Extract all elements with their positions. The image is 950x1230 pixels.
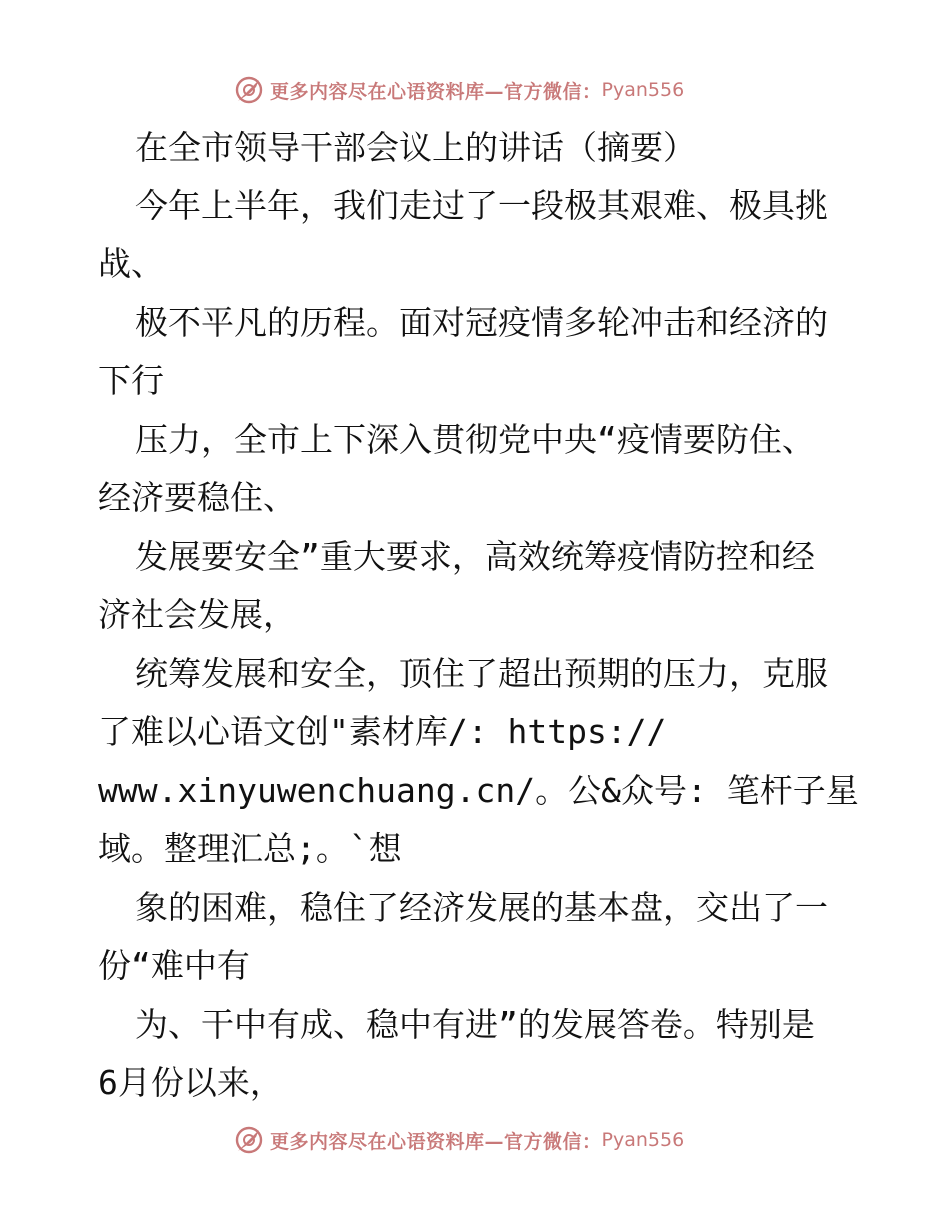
paragraph-line: 象的困难，稳住了经济发展的基本盘，交出了一 [135, 888, 828, 927]
paragraph-line: 为、干中有成、稳中有进”的发展答卷。特别是 [135, 1005, 815, 1044]
paragraph-line: 战、 [98, 244, 164, 283]
header-banner-text: 更多内容尽在心语资料库—官方微信： [270, 80, 602, 103]
paragraph-line: 发展要安全”重大要求，高效统筹疫情防控和经 [135, 537, 815, 576]
paragraph-line: 统筹发展和安全，顶住了超出预期的压力，克服 [135, 654, 828, 693]
paragraph-line: 下行 [98, 361, 164, 400]
pen-circle-logo-icon [234, 1125, 264, 1155]
paragraph-line: 今年上半年，我们走过了一段极其艰难、极具挑 [135, 186, 828, 225]
paragraph-line: 6月份以来， [98, 1063, 283, 1102]
document-title: 在全市领导干部会议上的讲话（摘要） [135, 128, 696, 167]
paragraph-line: 经济要稳住、 [98, 478, 296, 517]
footer-banner-contact: Pyan556 [601, 1129, 685, 1151]
paragraph-line: 济社会发展， [98, 595, 296, 634]
paragraph-line: 极不平凡的历程。面对冠疫情多轮冲击和经济的 [135, 303, 828, 342]
footer-banner-text: 更多内容尽在心语资料库—官方微信： [270, 1130, 602, 1153]
footer-banner[interactable] [234, 1124, 684, 1156]
paragraph-line: 压力，全市上下深入贯彻党中央“疫情要防住、 [135, 420, 815, 459]
paragraph-line: 份“难中有 [98, 946, 250, 985]
paragraph-line: 域。整理汇总;。`想 [98, 829, 402, 868]
paragraph-line: www.xinyuwenchuang.cn/。公&众号: 笔杆子星 [98, 771, 859, 810]
header-banner-contact: Pyan556 [601, 79, 685, 101]
paragraph-line: 了难以心语文创"素材库/: https:// [98, 712, 667, 751]
